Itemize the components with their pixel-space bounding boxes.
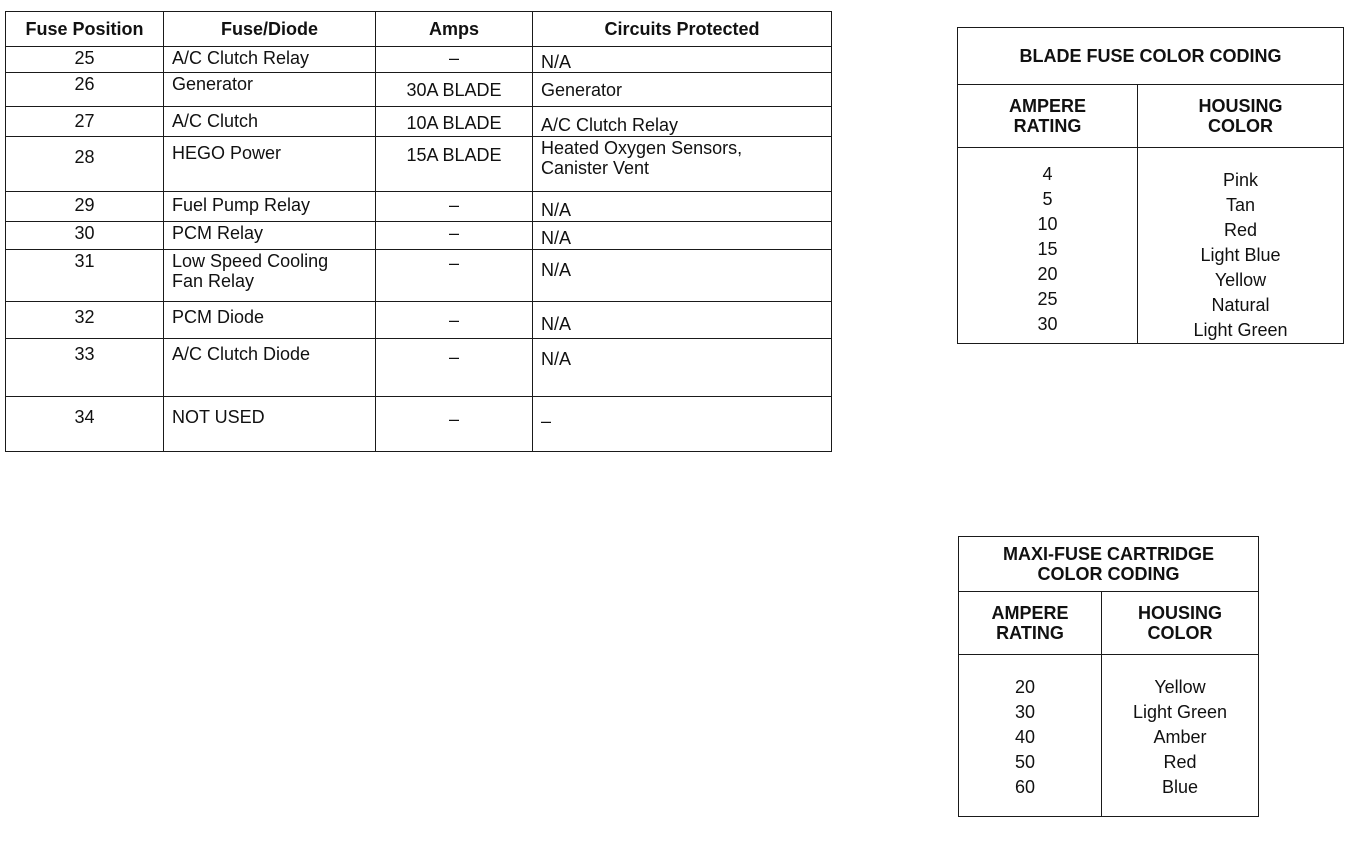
blade-header-ampere-rating: AMPERE RATING	[958, 85, 1138, 148]
fuse-circuits: N/A	[533, 302, 832, 339]
list-item: Yellow	[1214, 270, 1267, 290]
fuse-circuits: –	[533, 397, 832, 452]
fuse-name: Low Speed Cooling Fan Relay	[164, 250, 376, 302]
fuse-position: 28	[6, 137, 164, 192]
fuse-name: A/C Clutch Diode	[164, 339, 376, 397]
list-item: Red	[1223, 220, 1258, 240]
maxi-table-title: MAXI-FUSE CARTRIDGE COLOR CODING	[959, 537, 1259, 592]
fuse-circuits: A/C Clutch Relay	[533, 107, 832, 137]
maxi-colors-column	[1102, 655, 1259, 817]
fuse-circuits: N/A	[533, 339, 832, 397]
table-row	[6, 397, 832, 452]
list-item: Red	[1163, 752, 1197, 772]
fuse-circuits: Heated Oxygen Sensors, Canister Vent	[533, 137, 832, 192]
blade-table-title: BLADE FUSE COLOR CODING	[958, 28, 1344, 85]
fuse-position: 33	[6, 339, 164, 397]
list-item: 20	[1014, 677, 1036, 697]
fuse-amps: 10A BLADE	[376, 107, 533, 137]
fuse-name: PCM Diode	[164, 302, 376, 339]
table-row	[6, 73, 832, 107]
list-item: 30	[1037, 314, 1058, 334]
fuse-name: HEGO Power	[164, 137, 376, 192]
fuse-amps: –	[376, 192, 533, 222]
table-row	[6, 250, 832, 302]
blade-fuse-color-table	[957, 27, 1344, 344]
fuse-name: Generator	[164, 73, 376, 107]
maxi-header-row	[959, 592, 1259, 655]
list-item: Light Blue	[1200, 245, 1281, 265]
fuse-amps: –	[376, 302, 533, 339]
list-item: 60	[1014, 777, 1036, 797]
list-item: 10	[1037, 214, 1058, 234]
list-item: 40	[1014, 727, 1036, 747]
table-row	[6, 47, 832, 73]
fuse-name: Fuel Pump Relay	[164, 192, 376, 222]
fuse-circuits: N/A	[533, 47, 832, 73]
list-item: 25	[1037, 289, 1058, 309]
list-item: Yellow	[1154, 677, 1206, 697]
list-item: 50	[1014, 752, 1036, 772]
list-item: Light Green	[1193, 320, 1288, 340]
list-item: 30	[1014, 702, 1036, 722]
fuse-circuits: N/A	[533, 192, 832, 222]
fuse-amps: 15A BLADE	[376, 137, 533, 192]
fuse-position: 32	[6, 302, 164, 339]
header-amps: Amps	[376, 12, 533, 47]
list-item: Tan	[1225, 195, 1256, 215]
maxi-values-row	[959, 655, 1259, 817]
fuse-amps: –	[376, 250, 533, 302]
fuse-position: 27	[6, 107, 164, 137]
header-fuse-position: Fuse Position	[6, 12, 164, 47]
maxi-title-row	[959, 537, 1259, 592]
header-fuse-diode: Fuse/Diode	[164, 12, 376, 47]
list-item: 15	[1037, 239, 1058, 259]
fuse-name: A/C Clutch Relay	[164, 47, 376, 73]
blade-colors-column	[1138, 148, 1344, 344]
table-row	[6, 192, 832, 222]
fuse-circuits: N/A	[533, 250, 832, 302]
list-item: Natural	[1211, 295, 1270, 315]
maxi-fuse-color-table	[958, 536, 1259, 817]
blade-header-housing-color: HOUSING COLOR	[1138, 85, 1344, 148]
list-item: Amber	[1153, 727, 1207, 747]
blade-title-row	[958, 28, 1344, 85]
list-item: Blue	[1161, 777, 1199, 797]
fuse-amps: –	[376, 47, 533, 73]
fuse-name: PCM Relay	[164, 222, 376, 250]
fuse-amps: –	[376, 222, 533, 250]
fuse-name: A/C Clutch	[164, 107, 376, 137]
fuse-position: 31	[6, 250, 164, 302]
blade-values-row	[958, 148, 1344, 344]
blade-header-row	[958, 85, 1344, 148]
fuse-position: 29	[6, 192, 164, 222]
blade-ratings-column	[958, 148, 1138, 344]
fuse-position: 30	[6, 222, 164, 250]
table-row	[6, 302, 832, 339]
fuse-position: 34	[6, 397, 164, 452]
fuse-circuits: N/A	[533, 222, 832, 250]
header-circuits-protected: Circuits Protected	[533, 12, 832, 47]
list-item: 20	[1037, 264, 1058, 284]
fuse-circuits: Generator	[533, 73, 832, 107]
table-row	[6, 222, 832, 250]
fuse-amps: –	[376, 339, 533, 397]
maxi-ratings-column	[959, 655, 1102, 817]
list-item: Light Green	[1132, 702, 1228, 722]
fuse-table-header-row	[6, 12, 832, 47]
table-row	[6, 107, 832, 137]
list-item: Pink	[1223, 170, 1259, 190]
table-row	[6, 137, 832, 192]
maxi-header-housing-color: HOUSING COLOR	[1102, 592, 1259, 655]
fuse-position: 26	[6, 73, 164, 107]
list-item: 5	[1042, 189, 1053, 209]
fuse-position: 25	[6, 47, 164, 73]
fuse-table	[5, 11, 832, 452]
maxi-header-ampere-rating: AMPERE RATING	[959, 592, 1102, 655]
fuse-name: NOT USED	[164, 397, 376, 452]
fuse-amps: –	[376, 397, 533, 452]
table-row	[6, 339, 832, 397]
list-item: 4	[1042, 164, 1053, 184]
fuse-amps: 30A BLADE	[376, 73, 533, 107]
